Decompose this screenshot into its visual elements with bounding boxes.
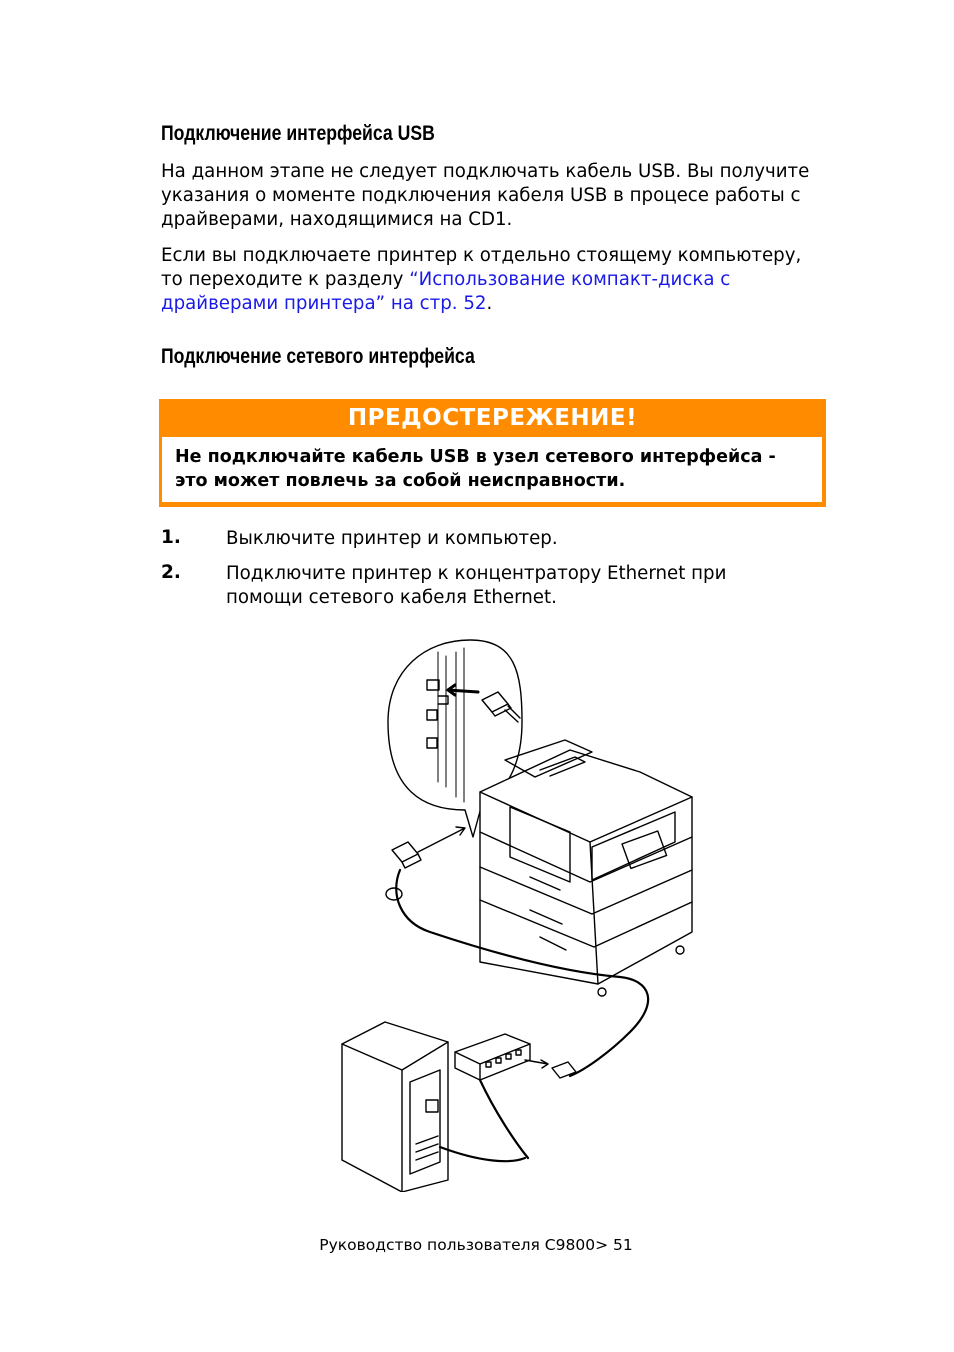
warning-line-1: Не подключайте кабель USB в узел сетевого интерфейса - [175,447,776,467]
usb-paragraph-1-line-1: На данном этапе не следует подключать кабель USB. Вы получите [161,161,810,182]
usb-paragraph-1 [161,160,826,232]
cd-usage-link-line-1: “Использование компакт-диска с [409,269,731,290]
footer-text: Руководство пользователя C9800> 51 [319,1236,633,1254]
step-2-number: 2. [161,562,181,583]
network-heading: Подключение сетевого интерфейса [161,345,475,368]
cd-usage-link-line-2: драйверами принтера” на стр. 52 [161,293,487,314]
usb-paragraph-2-line-2: то переходите к разделу [161,269,410,290]
step-2-text [226,562,786,610]
usb-paragraph-1-line-2: указания о моменте подключения кабеля USB в процесе работы с [161,185,801,206]
step-2-line-1: Подключите принтер к концентратору Ethernet при [226,563,727,584]
step-1-number: 1. [161,527,181,548]
usb-paragraph-2 [161,244,826,316]
page-footer [0,1236,954,1254]
warning-title: ПРЕДОСТЕРЕЖЕНИЕ! [347,405,638,431]
warning-body [162,437,822,502]
warning-box [159,399,826,507]
cable-plug-top-icon [386,842,421,900]
ethernet-hub-illustration [455,1034,576,1080]
cable-arrow-icon [418,827,465,852]
ethernet-connection-illustration [330,632,700,1192]
step-2-line-2: помощи сетевого кабеля Ethernet. [226,587,557,608]
step-1-text: Выключите принтер и компьютер. [226,528,558,549]
usb-paragraph-2-suffix: . [486,293,493,314]
usb-paragraph-1-line-3: драйверами, находящимися на CD1. [161,209,513,230]
warning-line-2: это может повлечь за собой неисправности. [175,471,626,491]
usb-paragraph-2-line-1: Если вы подключаете принтер к отдельно стоящему компьютеру, [161,245,802,266]
usb-heading: Подключение интерфейса USB [161,122,435,145]
